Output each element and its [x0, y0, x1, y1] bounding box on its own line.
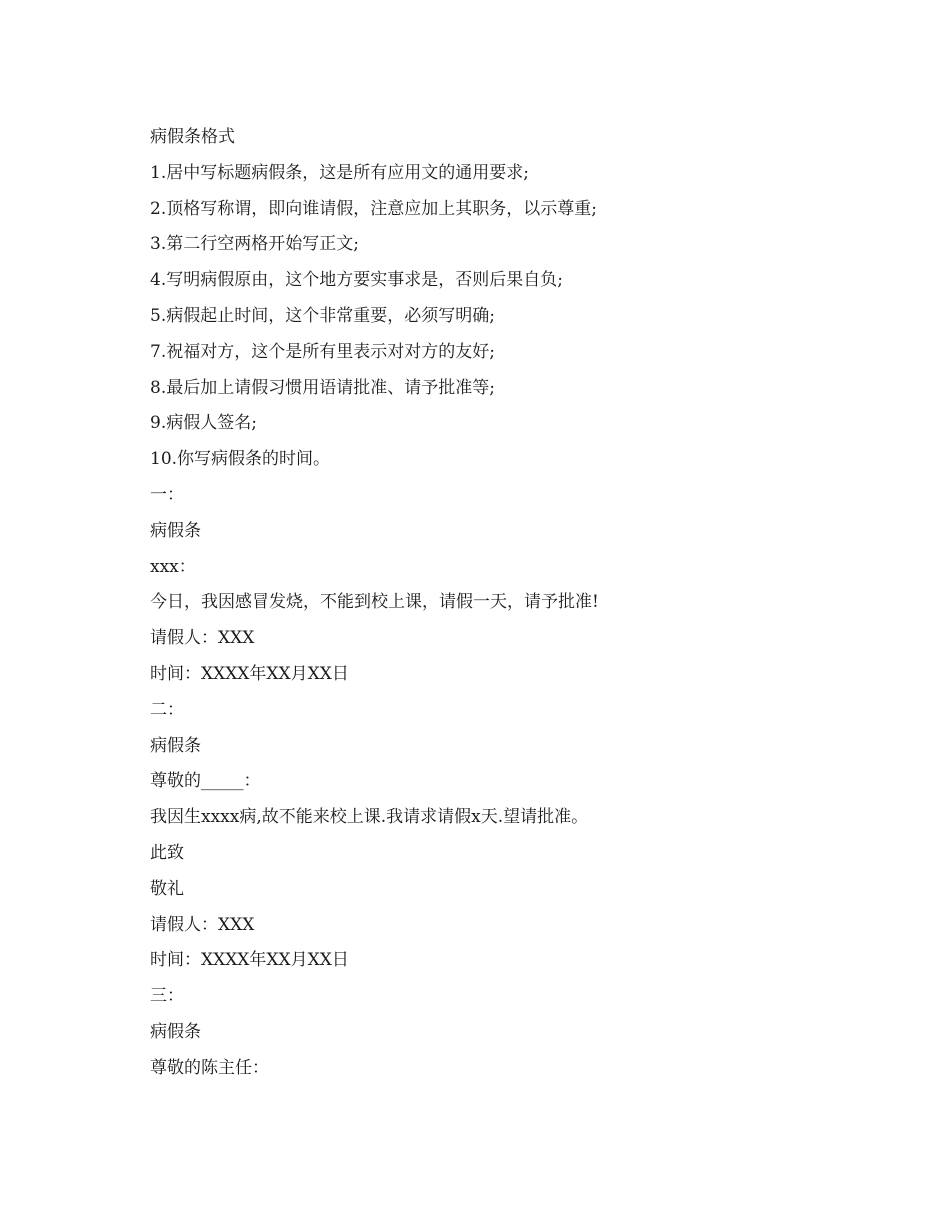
format-item-7: 7.祝福对方，这个是所有里表示对对方的友好; [150, 341, 495, 362]
doc-heading: 病假条格式 [150, 127, 235, 147]
example-1-label: 一： [150, 484, 184, 505]
format-item-4: 4.写明病假原由，这个地方要实事求是，否则后果自负; [150, 270, 563, 291]
example-1-signer: 请假人：XXX [150, 628, 255, 649]
format-item-2: 2.顶格写称谓，即向谁请假，注意应加上其职务，以示尊重; [150, 198, 597, 219]
example-2-label: 二： [150, 699, 184, 720]
format-item-10: 10.你写病假条的时间。 [150, 449, 331, 470]
format-item-1: 1.居中写标题病假条，这是所有应用文的通用要求; [150, 162, 529, 183]
example-3-label: 三： [150, 986, 184, 1007]
example-1-body: 今日，我因感冒发烧，不能到校上课，请假一天，请予批准! [150, 592, 599, 613]
example-2-date: 时间：XXXX年XX月XX日 [150, 950, 349, 971]
example-1-salutation: xxx： [150, 556, 196, 577]
example-1-date: 时间：XXXX年XX月XX日 [150, 663, 349, 684]
example-2-closing-2: 敬礼 [150, 878, 184, 899]
example-2-signer: 请假人：XXX [150, 914, 255, 935]
format-item-5: 5.病假起止时间，这个非常重要，必须写明确; [150, 305, 495, 326]
example-2-title: 病假条 [150, 735, 201, 756]
example-1-title: 病假条 [150, 520, 201, 541]
example-2-closing-1: 此致 [150, 842, 184, 863]
document-body [150, 120, 830, 1087]
example-2-salutation: 尊敬的_____： [150, 771, 261, 792]
format-item-8: 8.最后加上请假习惯用语请批准、请予批准等; [150, 377, 495, 398]
example-2-body: 我因生xxxx病,故不能来校上课.我请求请假x天.望请批准。 [150, 807, 589, 828]
example-3-title: 病假条 [150, 1021, 201, 1042]
format-item-3: 3.第二行空两格开始写正文; [150, 234, 359, 255]
format-item-9: 9.病假人签名; [150, 413, 257, 434]
example-3-salutation: 尊敬的陈主任： [150, 1057, 269, 1078]
